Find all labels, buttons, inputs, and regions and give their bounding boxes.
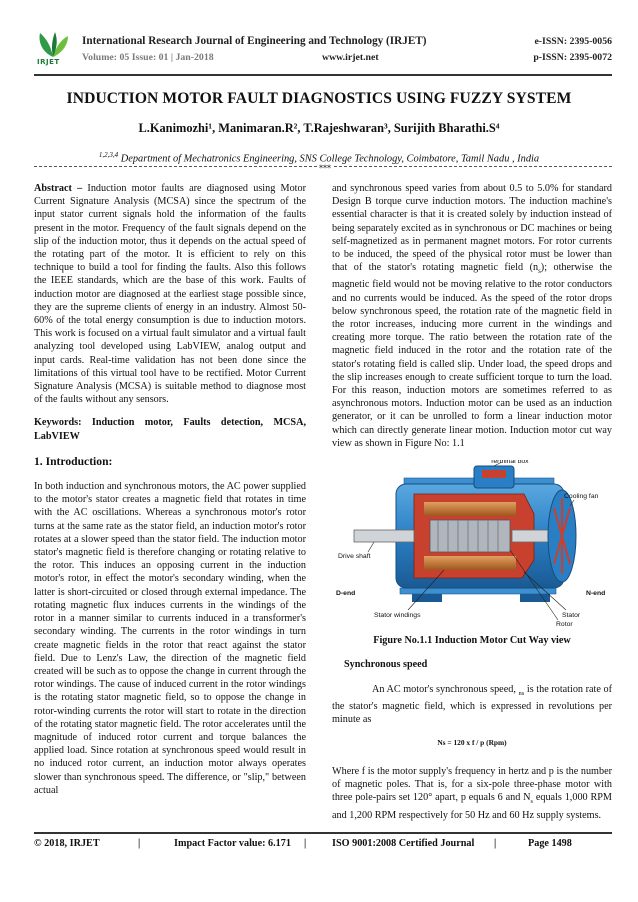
e-issn: e-ISSN: 2395-0056 bbox=[534, 36, 612, 47]
author-list: L.Kanimozhi¹, Manimaran.R², T.Rajeshwaran³, Surijith Bharathi.S⁴ bbox=[138, 121, 500, 135]
label-stator-windings: Stator windings bbox=[374, 612, 421, 619]
label-d-end: D-end bbox=[336, 590, 356, 597]
right-text-a: and synchronous speed varies from about 0.5 to 5.0% for standard Design B torque curve induction motors. The induction machine's essential character is that it is created solely by induction instead of being separately excited as in synchronous or DC machines or being self-magnetized as in permanent magnet motors. For rotor currents to be induced, the speed of the physical rotor must be lower than that of the stator's rotating magnetic field (n bbox=[332, 183, 612, 274]
right-text-sub: s bbox=[538, 267, 541, 276]
right-column bbox=[332, 182, 612, 450]
where-text-a: Where f is the motor supply's frequency in hertz and p is the number of magnetic poles. That is, for a six-pole three-phase motor with three pole-pairs set 120° apart, p equals 6 and N bbox=[332, 766, 612, 804]
sync-speed-formula: Ns = 120 x f / p (Rpm) bbox=[437, 738, 507, 747]
footer-sep-2: | bbox=[304, 838, 307, 849]
label-n-end: N-end bbox=[586, 590, 606, 597]
sync-text-b: is the rotation rate of the stator's magnetic field, which is expressed in revolutions per minute as bbox=[332, 684, 613, 726]
left-column bbox=[34, 182, 306, 797]
right-column-text bbox=[332, 182, 612, 450]
paper-title: INDUCTION MOTOR FAULT DIAGNOSTICS USING FUZZY SYSTEM bbox=[66, 90, 572, 107]
figure-caption: Figure No.1.1 Induction Motor Cut Way view bbox=[373, 635, 571, 646]
footer-iso: ISO 9001:2008 Certified Journal bbox=[332, 838, 475, 849]
affiliation-superscript: 1,2,3,4 bbox=[98, 151, 119, 159]
label-cooling-fan: Cooling fan bbox=[564, 493, 599, 500]
header-divider bbox=[34, 74, 612, 76]
affiliation bbox=[0, 151, 638, 164]
motor-cutaway-figure bbox=[334, 460, 612, 628]
sync-speed-text bbox=[332, 683, 612, 727]
footer-divider bbox=[34, 832, 612, 834]
right-text-b: ); otherwise the magnetic field would not be moving relative to the rotor conductors and no currents would be induced. As the speed of the rotor drops below synchronous speed, the rotation rate of the magnetic field in the rotor increases, inducing more current in the windings and creating more torque. The ratio between the rotation rate of the magnetic field induced in the rotor and the rotation rate of the stator's rotating field is called slip. Under load, the speed drops and the slip increases enough to create sufficient torque to turn the load. For this reason, induction motors are sometimes referred to as asynchronous motors. Induction motor can be used as an induction generator, or it can be unrolled to form a linear induction motor which can directly generate linear motion. Induction motor cut way view as shown in Figure No: 1.1 bbox=[332, 262, 612, 449]
intro-heading: 1. Introduction: bbox=[34, 454, 113, 468]
volume-issue: Volume: 05 Issue: 01 | Jan-2018 bbox=[82, 52, 214, 63]
abstract bbox=[34, 182, 306, 406]
footer-sep-1: | bbox=[138, 838, 141, 849]
formula-explanation bbox=[332, 765, 612, 822]
drive-shaft bbox=[354, 530, 414, 542]
affiliation-text: Department of Mechatronics Engineering, SNS College Technology, Coimbatore, Tamil Nadu , India bbox=[118, 153, 540, 165]
separator-stars: *** bbox=[319, 164, 331, 173]
abstract-text: Induction motor faults are diagnosed using Motor Current Signature Analysis (MCSA) since the spectrum of the input stator current signals hold the information of the faults present in the motor. Frequency of the fault signals depend on the slip of the induction motor, thus it depends on the actual speed of the rotating part of the motor. It is efficient to rely on this technique to build a tool for finding the faults. Also this follows the IEEE standards, which are the base of this work. Faults of induction motor are diagnosed at the earliest stage possible since, they are the supreme clients of energy in an industry. Almost 50-60% of the total energy consumption is due to induction motors. This work is focused on a virtual fault simulator and a virtual fault analyzing tool developed using LabVIEW, analog output and input cards. Real-time validation has not been done since the limitations of this virtual tool have to be rectified. Motor Current Signature Analysis (MCSA) is suitable method to diagnose most of the faults without any sensors. bbox=[34, 183, 306, 406]
stator-windings bbox=[424, 502, 516, 516]
label-terminal-box: Terminal box bbox=[490, 460, 529, 465]
footer-impact: Impact Factor value: 6.171 bbox=[174, 838, 291, 849]
label-rotor: Rotor bbox=[556, 621, 573, 628]
footer-page: Page 1498 bbox=[528, 838, 572, 849]
website-link[interactable]: www.irjet.net bbox=[322, 52, 379, 63]
motor-cutaway-illustration bbox=[334, 460, 612, 628]
intro-text: In both induction and synchronous motors, the AC power supplied to the motor's stator creates a magnetic field that rotates in time with the AC oscillations. Whereas a synchronous motor's rotor turns at the same rate as the stator field, an induction motor's rotor rotates at a slower speed than the stator field. The induction motor stator's magnetic field is therefore changing or rotating relative to the rotor. This induces an opposing current in the induction motor's rotor, in effect the motor's secondary winding, when the latter is short-circuited or closed through external impedance. The rotating magnetic flux induces currents in the windings of the rotor in a manner similar to currents induced in a transformer's secondary winding. The currents in the rotor windings in turn create magnetic fields in the rotor that react against the stator field. Due to Lenz's Law, the direction of the magnetic field created will be such as to oppose the change in current through the rotor windings. The cause of induced current in the rotor windings is the rotating stator magnetic field, so to oppose the change in rotor-winding currents the rotor will start to rotate in the direction of the rotating stator magnetic field. The rotor accelerates until the magnitude of induced rotor current and torque balances the applied load. Since rotation at synchronous speed would result in no induced rotor current, an induction motor always operates slower than synchronous speed. The difference, or "slip," between actual bbox=[34, 481, 306, 796]
p-issn: p-ISSN: 2395-0072 bbox=[533, 52, 612, 63]
footer-copyright: © 2018, IRJET bbox=[34, 838, 100, 849]
sync-text-sub: ns bbox=[518, 690, 525, 698]
journal-name: International Research Journal of Engineering and Technology (IRJET) bbox=[82, 35, 427, 47]
logo-text: IRJET bbox=[37, 58, 60, 66]
footer-sep-3: | bbox=[494, 838, 497, 849]
where-text-sub: s bbox=[530, 798, 534, 806]
sync-text-a: An AC motor's synchronous speed, bbox=[372, 684, 519, 695]
label-drive-shaft: Drive shaft bbox=[338, 553, 371, 560]
sync-speed-heading: Synchronous speed bbox=[344, 659, 428, 670]
keywords: Keywords: Induction motor, Faults detection, MCSA, LabVIEW bbox=[34, 417, 306, 442]
label-stator: Stator bbox=[562, 612, 581, 619]
where-text-b: equals 1,000 RPM and 1,200 RPM respectively for 50 Hz and 60 Hz supply systems. bbox=[332, 792, 612, 821]
abstract-label: Abstract – bbox=[34, 183, 83, 194]
journal-header bbox=[34, 30, 612, 72]
